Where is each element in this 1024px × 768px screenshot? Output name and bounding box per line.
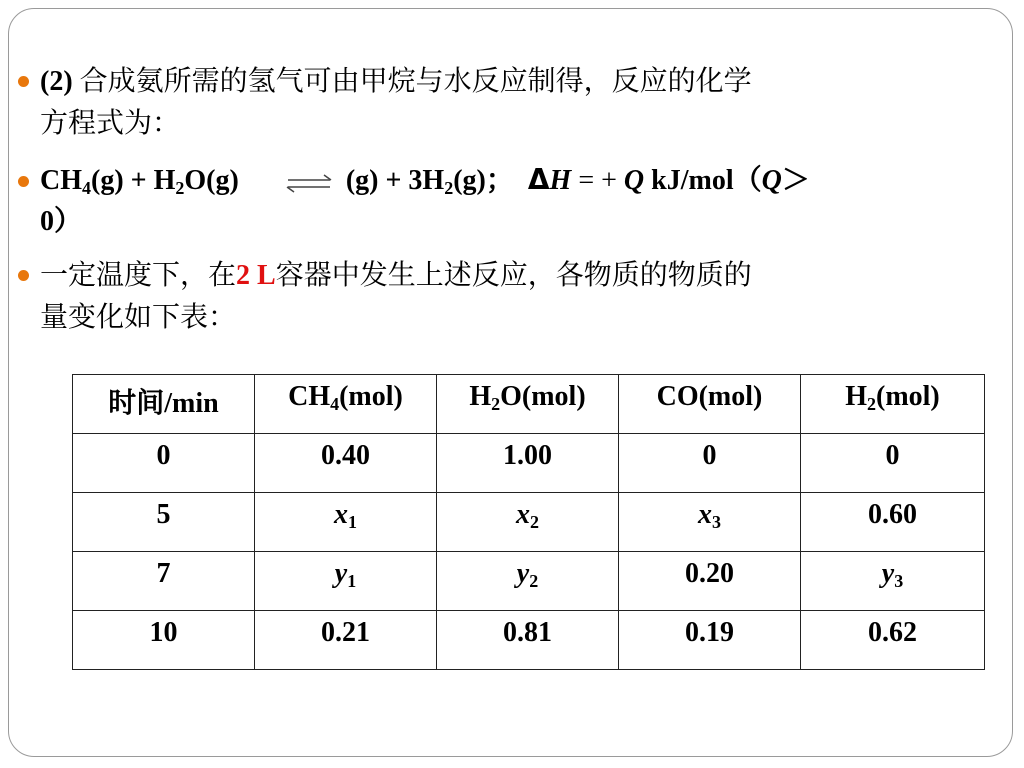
table-row (73, 611, 985, 670)
cell-value: 0.81 (503, 617, 552, 648)
heat-Q: Q (761, 165, 782, 196)
cell-value: 10 (149, 617, 178, 648)
table-cell (801, 493, 985, 552)
table-cell (437, 611, 619, 670)
bullet-3-line-2 (40, 298, 236, 338)
cell-value: 5 (156, 499, 171, 530)
equation-line (40, 160, 810, 201)
cell-value: 0.20 (685, 558, 734, 589)
cell-value: 0.60 (868, 499, 917, 530)
volume-highlight: 2 L (236, 260, 276, 291)
table-cell (255, 493, 437, 552)
equilibrium-arrow-icon (274, 168, 346, 198)
bullet-3-text-cont: 量变化如下表： (40, 302, 237, 333)
header-ch4 (255, 375, 437, 434)
header-text: 时间/min (108, 388, 219, 419)
cell-value: 0.19 (685, 617, 734, 648)
enthalpy-H: H (549, 165, 572, 196)
header-text: H (845, 381, 867, 412)
header-time (73, 375, 255, 434)
table-cell (619, 434, 801, 493)
cell-value: 7 (156, 558, 171, 589)
table-cell (73, 611, 255, 670)
cell-variable: y (881, 558, 895, 589)
header-text: (mol) (339, 381, 403, 412)
header-text: H (469, 381, 492, 412)
cell-subscript: 2 (530, 512, 539, 532)
table-cell (801, 552, 985, 611)
bullet-1-line-2 (40, 104, 180, 144)
cell-value: 0 (156, 440, 171, 471)
header-text: (mol) (876, 381, 940, 412)
cell-variable: x (334, 499, 348, 530)
bullet-1-text: 合成氨所需的氢气可由甲烷与水反应制得，反应的化学 (72, 66, 752, 97)
table-cell (801, 434, 985, 493)
table-header-row (73, 375, 985, 434)
bullet-dot-1 (18, 76, 29, 87)
bullet-1-line-1 (40, 62, 752, 102)
table-cell (801, 611, 985, 670)
table-row (73, 434, 985, 493)
table-cell (255, 552, 437, 611)
cell-variable: x (698, 499, 712, 530)
cell-variable: y (516, 558, 530, 589)
part-label: (2) (40, 66, 73, 97)
header-text: CH (288, 381, 331, 412)
header-text: O(mol) (500, 381, 586, 412)
bullet-3-text: 容器中发生上述反应，各物质的物质的 (275, 260, 752, 291)
cell-value: 1.00 (503, 440, 552, 471)
unit-text: kJ/mol（ (644, 165, 762, 196)
table-cell (619, 493, 801, 552)
cell-variable: y (334, 558, 348, 589)
heat-Q: Q (623, 165, 645, 196)
bullet-dot-2 (18, 176, 29, 187)
formula-part: (g)； (453, 165, 514, 196)
header-sub: 2 (491, 394, 501, 414)
cell-value: 0.62 (868, 617, 917, 648)
gt-symbol: ＞ (781, 165, 810, 196)
cell-value: 0 (885, 440, 900, 471)
cell-value: 0.40 (321, 440, 370, 471)
table-cell (255, 434, 437, 493)
header-h2 (801, 375, 985, 434)
formula-part: O(g) (184, 165, 239, 196)
table-cell (73, 434, 255, 493)
equation-cont: 0） (40, 206, 83, 237)
sub-2: 2 (444, 178, 454, 198)
table-cell (619, 611, 801, 670)
cell-subscript: 3 (894, 571, 904, 591)
delta-symbol: Δ (527, 163, 550, 196)
table-body (73, 434, 985, 670)
equation-line-2 (40, 202, 82, 242)
bullet-dot-3 (18, 270, 29, 281)
formula-part: (g) + H (91, 165, 176, 196)
table-cell (437, 434, 619, 493)
cell-value: 0.21 (321, 617, 370, 648)
bullet-3-text: 一定温度下，在 (40, 260, 237, 291)
header-text: CO(mol) (656, 381, 763, 412)
header-sub: 4 (330, 394, 340, 414)
cell-subscript: 3 (712, 512, 721, 532)
data-table (72, 374, 985, 670)
table-row (73, 493, 985, 552)
bullet-3-line-1 (40, 256, 752, 296)
cell-value: 0 (702, 440, 717, 471)
header-h2o (437, 375, 619, 434)
header-sub: 2 (867, 394, 876, 414)
formula-part: (g) + 3H (345, 165, 445, 196)
cell-subscript: 2 (529, 571, 539, 591)
table-cell (73, 552, 255, 611)
bullet-1-text-cont: 方程式为： (40, 108, 181, 139)
sub-2: 2 (175, 178, 185, 198)
cell-subscript: 1 (348, 512, 357, 532)
sub-4: 4 (82, 178, 91, 198)
cell-variable: x (516, 499, 530, 530)
table-cell (619, 552, 801, 611)
table-cell (437, 552, 619, 611)
table-cell (73, 493, 255, 552)
formula-part: = + (571, 165, 624, 196)
table-cell (255, 611, 437, 670)
formula-ch4: CH (40, 165, 82, 196)
header-co (619, 375, 801, 434)
table-cell (437, 493, 619, 552)
table-row (73, 552, 985, 611)
cell-subscript: 1 (347, 571, 357, 591)
